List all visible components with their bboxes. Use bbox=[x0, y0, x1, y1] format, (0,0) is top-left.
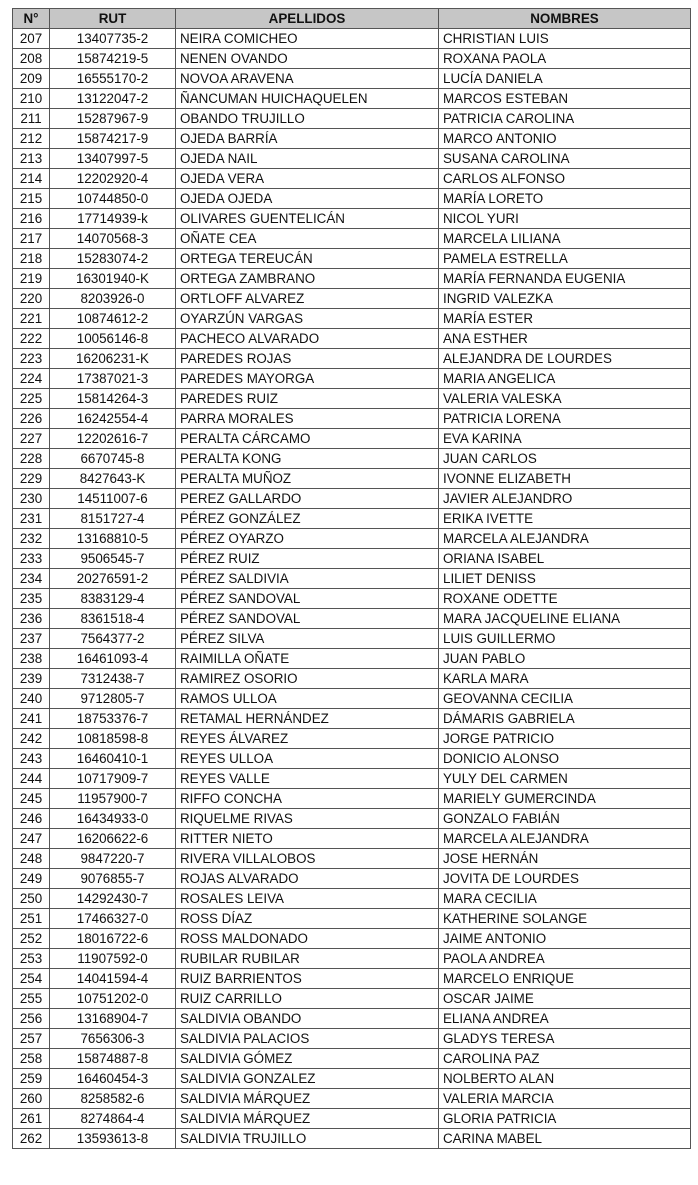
rut-cell: 7656306-3 bbox=[50, 1029, 176, 1049]
table-row bbox=[13, 1089, 691, 1109]
apellidos-cell: PARRA MORALES bbox=[176, 409, 439, 429]
nombres-cell: JAIME ANTONIO bbox=[439, 929, 691, 949]
row-number: 259 bbox=[13, 1069, 50, 1089]
row-number: 223 bbox=[13, 349, 50, 369]
rut-cell: 13593613-8 bbox=[50, 1129, 176, 1149]
apellidos-cell: OÑATE CEA bbox=[176, 229, 439, 249]
table-row bbox=[13, 109, 691, 129]
rut-cell: 17466327-0 bbox=[50, 909, 176, 929]
nombres-cell: JUAN CARLOS bbox=[439, 449, 691, 469]
row-number: 236 bbox=[13, 609, 50, 629]
row-number: 235 bbox=[13, 589, 50, 609]
apellidos-cell: SALDIVIA MÁRQUEZ bbox=[176, 1089, 439, 1109]
table-row bbox=[13, 629, 691, 649]
row-number: 221 bbox=[13, 309, 50, 329]
rut-cell: 8274864-4 bbox=[50, 1109, 176, 1129]
row-number: 256 bbox=[13, 1009, 50, 1029]
apellidos-cell: SALDIVIA GÓMEZ bbox=[176, 1049, 439, 1069]
table-row bbox=[13, 1049, 691, 1069]
apellidos-cell: PERALTA KONG bbox=[176, 449, 439, 469]
row-number: 232 bbox=[13, 529, 50, 549]
row-number: 245 bbox=[13, 789, 50, 809]
rut-cell: 9847220-7 bbox=[50, 849, 176, 869]
row-number: 218 bbox=[13, 249, 50, 269]
table-row bbox=[13, 409, 691, 429]
table-row bbox=[13, 689, 691, 709]
row-number: 217 bbox=[13, 229, 50, 249]
rut-cell: 15283074-2 bbox=[50, 249, 176, 269]
apellidos-cell: OBANDO TRUJILLO bbox=[176, 109, 439, 129]
apellidos-cell: OJEDA BARRÍA bbox=[176, 129, 439, 149]
rut-cell: 9506545-7 bbox=[50, 549, 176, 569]
rut-cell: 16555170-2 bbox=[50, 69, 176, 89]
rut-cell: 20276591-2 bbox=[50, 569, 176, 589]
rut-cell: 7312438-7 bbox=[50, 669, 176, 689]
table-row bbox=[13, 269, 691, 289]
rut-cell: 16301940-K bbox=[50, 269, 176, 289]
rut-cell: 8361518-4 bbox=[50, 609, 176, 629]
nombres-cell: CARINA MABEL bbox=[439, 1129, 691, 1149]
nombres-cell: MARÍA ESTER bbox=[439, 309, 691, 329]
nombres-cell: GLORIA PATRICIA bbox=[439, 1109, 691, 1129]
table-row bbox=[13, 489, 691, 509]
rut-cell: 10717909-7 bbox=[50, 769, 176, 789]
apellidos-cell: PERALTA MUÑOZ bbox=[176, 469, 439, 489]
rut-cell: 10818598-8 bbox=[50, 729, 176, 749]
rut-cell: 16461093-4 bbox=[50, 649, 176, 669]
rut-cell: 15874887-8 bbox=[50, 1049, 176, 1069]
row-number: 228 bbox=[13, 449, 50, 469]
rut-cell: 14292430-7 bbox=[50, 889, 176, 909]
apellidos-cell: OJEDA VERA bbox=[176, 169, 439, 189]
apellidos-cell: ORTLOFF ALVAREZ bbox=[176, 289, 439, 309]
rut-cell: 8258582-6 bbox=[50, 1089, 176, 1109]
row-number: 246 bbox=[13, 809, 50, 829]
rut-cell: 8427643-K bbox=[50, 469, 176, 489]
nombres-cell: PAMELA ESTRELLA bbox=[439, 249, 691, 269]
row-number: 225 bbox=[13, 389, 50, 409]
apellidos-cell: SALDIVIA OBANDO bbox=[176, 1009, 439, 1029]
row-number: 250 bbox=[13, 889, 50, 909]
rut-cell: 13407735-2 bbox=[50, 29, 176, 49]
table-row bbox=[13, 649, 691, 669]
rut-cell: 10874612-2 bbox=[50, 309, 176, 329]
apellidos-cell: PAREDES ROJAS bbox=[176, 349, 439, 369]
table-row bbox=[13, 1009, 691, 1029]
rut-cell: 14070568-3 bbox=[50, 229, 176, 249]
nombres-cell: CHRISTIAN LUIS bbox=[439, 29, 691, 49]
nombres-cell: SUSANA CAROLINA bbox=[439, 149, 691, 169]
apellidos-cell: SALDIVIA PALACIOS bbox=[176, 1029, 439, 1049]
nombres-cell: ERIKA IVETTE bbox=[439, 509, 691, 529]
apellidos-cell: RIVERA VILLALOBOS bbox=[176, 849, 439, 869]
row-number: 240 bbox=[13, 689, 50, 709]
table-row bbox=[13, 989, 691, 1009]
table-row bbox=[13, 869, 691, 889]
rut-cell: 7564377-2 bbox=[50, 629, 176, 649]
row-number: 242 bbox=[13, 729, 50, 749]
apellidos-cell: ORTEGA ZAMBRANO bbox=[176, 269, 439, 289]
apellidos-cell: PÉREZ GONZÁLEZ bbox=[176, 509, 439, 529]
rut-cell: 13122047-2 bbox=[50, 89, 176, 109]
row-number: 258 bbox=[13, 1049, 50, 1069]
nombres-cell: OSCAR JAIME bbox=[439, 989, 691, 1009]
apellidos-cell: NENEN OVANDO bbox=[176, 49, 439, 69]
nombres-cell: MARIA ANGELICA bbox=[439, 369, 691, 389]
row-number: 211 bbox=[13, 109, 50, 129]
row-number: 226 bbox=[13, 409, 50, 429]
apellidos-cell: ROSS MALDONADO bbox=[176, 929, 439, 949]
rut-cell: 16206622-6 bbox=[50, 829, 176, 849]
table-row bbox=[13, 829, 691, 849]
table-row bbox=[13, 589, 691, 609]
row-number: 220 bbox=[13, 289, 50, 309]
table-row bbox=[13, 889, 691, 909]
rut-cell: 10744850-0 bbox=[50, 189, 176, 209]
row-number: 209 bbox=[13, 69, 50, 89]
nombres-cell: INGRID VALEZKA bbox=[439, 289, 691, 309]
table-row bbox=[13, 1129, 691, 1149]
table-row bbox=[13, 709, 691, 729]
table-row bbox=[13, 509, 691, 529]
row-number: 253 bbox=[13, 949, 50, 969]
nombres-cell: GLADYS TERESA bbox=[439, 1029, 691, 1049]
rut-cell: 10751202-0 bbox=[50, 989, 176, 1009]
nombres-cell: MARCELO ENRIQUE bbox=[439, 969, 691, 989]
nombres-cell: YULY DEL CARMEN bbox=[439, 769, 691, 789]
nombres-cell: ELIANA ANDREA bbox=[439, 1009, 691, 1029]
table-row bbox=[13, 69, 691, 89]
table-row bbox=[13, 349, 691, 369]
apellidos-cell: RAMOS ULLOA bbox=[176, 689, 439, 709]
row-number: 231 bbox=[13, 509, 50, 529]
table-row bbox=[13, 49, 691, 69]
row-number: 261 bbox=[13, 1109, 50, 1129]
table-row bbox=[13, 1069, 691, 1089]
table-row bbox=[13, 129, 691, 149]
header-apellidos: APELLIDOS bbox=[176, 9, 439, 29]
apellidos-cell: PAREDES MAYORGA bbox=[176, 369, 439, 389]
apellidos-cell: PERALTA CÁRCAMO bbox=[176, 429, 439, 449]
table-row bbox=[13, 529, 691, 549]
apellidos-cell: SALDIVIA TRUJILLO bbox=[176, 1129, 439, 1149]
row-number: 233 bbox=[13, 549, 50, 569]
nombres-cell: VALERIA VALESKA bbox=[439, 389, 691, 409]
apellidos-cell: SALDIVIA GONZALEZ bbox=[176, 1069, 439, 1089]
rut-cell: 10056146-8 bbox=[50, 329, 176, 349]
table-row bbox=[13, 469, 691, 489]
row-number: 260 bbox=[13, 1089, 50, 1109]
nombres-cell: LUCÍA DANIELA bbox=[439, 69, 691, 89]
nombres-cell: ALEJANDRA DE LOURDES bbox=[439, 349, 691, 369]
row-number: 213 bbox=[13, 149, 50, 169]
row-number: 262 bbox=[13, 1129, 50, 1149]
rut-cell: 9712805-7 bbox=[50, 689, 176, 709]
nombres-cell: KARLA MARA bbox=[439, 669, 691, 689]
nombres-cell: GONZALO FABIÁN bbox=[439, 809, 691, 829]
row-number: 249 bbox=[13, 869, 50, 889]
row-number: 255 bbox=[13, 989, 50, 1009]
nombres-cell: PAOLA ANDREA bbox=[439, 949, 691, 969]
apellidos-cell: RUIZ CARRILLO bbox=[176, 989, 439, 1009]
header-num: N° bbox=[13, 9, 50, 29]
table-row bbox=[13, 929, 691, 949]
row-number: 208 bbox=[13, 49, 50, 69]
apellidos-cell: RAMIREZ OSORIO bbox=[176, 669, 439, 689]
rut-cell: 8151727-4 bbox=[50, 509, 176, 529]
table-row bbox=[13, 969, 691, 989]
table-body bbox=[13, 29, 691, 1149]
apellidos-cell: PAREDES RUIZ bbox=[176, 389, 439, 409]
rut-cell: 11957900-7 bbox=[50, 789, 176, 809]
rut-cell: 13407997-5 bbox=[50, 149, 176, 169]
nombres-cell: EVA KARINA bbox=[439, 429, 691, 449]
apellidos-cell: SALDIVIA MÁRQUEZ bbox=[176, 1109, 439, 1129]
rut-cell: 12202920-4 bbox=[50, 169, 176, 189]
nombres-cell: ORIANA ISABEL bbox=[439, 549, 691, 569]
nombres-cell: MARÍA LORETO bbox=[439, 189, 691, 209]
table-row bbox=[13, 749, 691, 769]
nombres-cell: MARCELA ALEJANDRA bbox=[439, 829, 691, 849]
apellidos-cell: OYARZÚN VARGAS bbox=[176, 309, 439, 329]
apellidos-cell: RITTER NIETO bbox=[176, 829, 439, 849]
table-row bbox=[13, 849, 691, 869]
rut-cell: 8203926-0 bbox=[50, 289, 176, 309]
row-number: 216 bbox=[13, 209, 50, 229]
nombres-cell: MARIELY GUMERCINDA bbox=[439, 789, 691, 809]
nombres-cell: ROXANA PAOLA bbox=[439, 49, 691, 69]
apellidos-cell: ROJAS ALVARADO bbox=[176, 869, 439, 889]
table-row bbox=[13, 29, 691, 49]
nombres-cell: DÁMARIS GABRIELA bbox=[439, 709, 691, 729]
nombres-cell: LUIS GUILLERMO bbox=[439, 629, 691, 649]
row-number: 241 bbox=[13, 709, 50, 729]
table-row bbox=[13, 769, 691, 789]
apellidos-cell: OJEDA NAIL bbox=[176, 149, 439, 169]
table-row bbox=[13, 549, 691, 569]
row-number: 237 bbox=[13, 629, 50, 649]
table-row bbox=[13, 209, 691, 229]
rut-cell: 16206231-K bbox=[50, 349, 176, 369]
row-number: 239 bbox=[13, 669, 50, 689]
nombres-cell: MARÍA FERNANDA EUGENIA bbox=[439, 269, 691, 289]
table-row bbox=[13, 149, 691, 169]
apellidos-cell: ROSALES LEIVA bbox=[176, 889, 439, 909]
rut-cell: 16460454-3 bbox=[50, 1069, 176, 1089]
rut-cell: 8383129-4 bbox=[50, 589, 176, 609]
nombres-cell: MARA JACQUELINE ELIANA bbox=[439, 609, 691, 629]
row-number: 219 bbox=[13, 269, 50, 289]
apellidos-cell: PÉREZ SILVA bbox=[176, 629, 439, 649]
nombres-cell: PATRICIA CAROLINA bbox=[439, 109, 691, 129]
header-row bbox=[13, 9, 691, 29]
table-row bbox=[13, 229, 691, 249]
rut-cell: 14511007-6 bbox=[50, 489, 176, 509]
rut-cell: 13168810-5 bbox=[50, 529, 176, 549]
rut-cell: 16242554-4 bbox=[50, 409, 176, 429]
apellidos-cell: PÉREZ SANDOVAL bbox=[176, 609, 439, 629]
apellidos-cell: RIQUELME RIVAS bbox=[176, 809, 439, 829]
rut-cell: 15287967-9 bbox=[50, 109, 176, 129]
nombres-cell: VALERIA MARCIA bbox=[439, 1089, 691, 1109]
row-number: 222 bbox=[13, 329, 50, 349]
table-row bbox=[13, 569, 691, 589]
row-number: 238 bbox=[13, 649, 50, 669]
apellidos-cell: PÉREZ RUIZ bbox=[176, 549, 439, 569]
row-number: 248 bbox=[13, 849, 50, 869]
table-row bbox=[13, 949, 691, 969]
apellidos-cell: REYES ULLOA bbox=[176, 749, 439, 769]
rut-cell: 9076855-7 bbox=[50, 869, 176, 889]
nombres-cell: MARCO ANTONIO bbox=[439, 129, 691, 149]
table-row bbox=[13, 909, 691, 929]
nombres-cell: JORGE PATRICIO bbox=[439, 729, 691, 749]
apellidos-cell: RETAMAL HERNÁNDEZ bbox=[176, 709, 439, 729]
rut-cell: 18753376-7 bbox=[50, 709, 176, 729]
nombres-cell: JOVITA DE LOURDES bbox=[439, 869, 691, 889]
nombres-cell: KATHERINE SOLANGE bbox=[439, 909, 691, 929]
roster-table bbox=[12, 8, 691, 1149]
table-row bbox=[13, 389, 691, 409]
apellidos-cell: RUIZ BARRIENTOS bbox=[176, 969, 439, 989]
nombres-cell: GEOVANNA CECILIA bbox=[439, 689, 691, 709]
table-row bbox=[13, 789, 691, 809]
apellidos-cell: PÉREZ SALDIVIA bbox=[176, 569, 439, 589]
rut-cell: 14041594-4 bbox=[50, 969, 176, 989]
nombres-cell: LILIET DENISS bbox=[439, 569, 691, 589]
apellidos-cell: RUBILAR RUBILAR bbox=[176, 949, 439, 969]
header-rut: RUT bbox=[50, 9, 176, 29]
apellidos-cell: PÉREZ OYARZO bbox=[176, 529, 439, 549]
apellidos-cell: RAIMILLA OÑATE bbox=[176, 649, 439, 669]
row-number: 227 bbox=[13, 429, 50, 449]
nombres-cell: MARCOS ESTEBAN bbox=[439, 89, 691, 109]
row-number: 207 bbox=[13, 29, 50, 49]
apellidos-cell: REYES VALLE bbox=[176, 769, 439, 789]
table-row bbox=[13, 729, 691, 749]
table-row bbox=[13, 369, 691, 389]
nombres-cell: CAROLINA PAZ bbox=[439, 1049, 691, 1069]
row-number: 234 bbox=[13, 569, 50, 589]
rut-cell: 17714939-k bbox=[50, 209, 176, 229]
table-row bbox=[13, 449, 691, 469]
apellidos-cell: PEREZ GALLARDO bbox=[176, 489, 439, 509]
rut-cell: 13168904-7 bbox=[50, 1009, 176, 1029]
rut-cell: 18016722-6 bbox=[50, 929, 176, 949]
rut-cell: 15874219-5 bbox=[50, 49, 176, 69]
table-row bbox=[13, 669, 691, 689]
apellidos-cell: PACHECO ALVARADO bbox=[176, 329, 439, 349]
apellidos-cell: PÉREZ SANDOVAL bbox=[176, 589, 439, 609]
rut-cell: 11907592-0 bbox=[50, 949, 176, 969]
nombres-cell: JUAN PABLO bbox=[439, 649, 691, 669]
rut-cell: 16434933-0 bbox=[50, 809, 176, 829]
nombres-cell: ANA ESTHER bbox=[439, 329, 691, 349]
apellidos-cell: NOVOA ARAVENA bbox=[176, 69, 439, 89]
apellidos-cell: RIFFO CONCHA bbox=[176, 789, 439, 809]
table-row bbox=[13, 1109, 691, 1129]
apellidos-cell: REYES ÁLVAREZ bbox=[176, 729, 439, 749]
table-row bbox=[13, 329, 691, 349]
apellidos-cell: OLIVARES GUENTELICÁN bbox=[176, 209, 439, 229]
nombres-cell: MARCELA LILIANA bbox=[439, 229, 691, 249]
header-nombres: NOMBRES bbox=[439, 9, 691, 29]
nombres-cell: ROXANE ODETTE bbox=[439, 589, 691, 609]
table-header bbox=[13, 9, 691, 29]
nombres-cell: MARCELA ALEJANDRA bbox=[439, 529, 691, 549]
row-number: 252 bbox=[13, 929, 50, 949]
row-number: 243 bbox=[13, 749, 50, 769]
row-number: 230 bbox=[13, 489, 50, 509]
nombres-cell: DONICIO ALONSO bbox=[439, 749, 691, 769]
row-number: 214 bbox=[13, 169, 50, 189]
table-row bbox=[13, 1029, 691, 1049]
table-row bbox=[13, 429, 691, 449]
rut-cell: 12202616-7 bbox=[50, 429, 176, 449]
rut-cell: 15814264-3 bbox=[50, 389, 176, 409]
table-row bbox=[13, 249, 691, 269]
table-row bbox=[13, 169, 691, 189]
apellidos-cell: ORTEGA TEREUCÁN bbox=[176, 249, 439, 269]
row-number: 212 bbox=[13, 129, 50, 149]
table-row bbox=[13, 809, 691, 829]
nombres-cell: JAVIER ALEJANDRO bbox=[439, 489, 691, 509]
row-number: 251 bbox=[13, 909, 50, 929]
rut-cell: 6670745-8 bbox=[50, 449, 176, 469]
rut-cell: 16460410-1 bbox=[50, 749, 176, 769]
table-row bbox=[13, 89, 691, 109]
nombres-cell: PATRICIA LORENA bbox=[439, 409, 691, 429]
row-number: 210 bbox=[13, 89, 50, 109]
row-number: 254 bbox=[13, 969, 50, 989]
row-number: 229 bbox=[13, 469, 50, 489]
row-number: 244 bbox=[13, 769, 50, 789]
nombres-cell: NOLBERTO ALAN bbox=[439, 1069, 691, 1089]
apellidos-cell: NEIRA COMICHEO bbox=[176, 29, 439, 49]
table-row bbox=[13, 609, 691, 629]
nombres-cell: MARA CECILIA bbox=[439, 889, 691, 909]
nombres-cell: NICOL YURI bbox=[439, 209, 691, 229]
nombres-cell: JOSE HERNÁN bbox=[439, 849, 691, 869]
table-row bbox=[13, 189, 691, 209]
row-number: 257 bbox=[13, 1029, 50, 1049]
nombres-cell: CARLOS ALFONSO bbox=[439, 169, 691, 189]
row-number: 247 bbox=[13, 829, 50, 849]
nombres-cell: IVONNE ELIZABETH bbox=[439, 469, 691, 489]
apellidos-cell: OJEDA OJEDA bbox=[176, 189, 439, 209]
table-row bbox=[13, 289, 691, 309]
apellidos-cell: ROSS DÍAZ bbox=[176, 909, 439, 929]
row-number: 215 bbox=[13, 189, 50, 209]
rut-cell: 15874217-9 bbox=[50, 129, 176, 149]
table-row bbox=[13, 309, 691, 329]
apellidos-cell: ÑANCUMAN HUICHAQUELEN bbox=[176, 89, 439, 109]
row-number: 224 bbox=[13, 369, 50, 389]
rut-cell: 17387021-3 bbox=[50, 369, 176, 389]
